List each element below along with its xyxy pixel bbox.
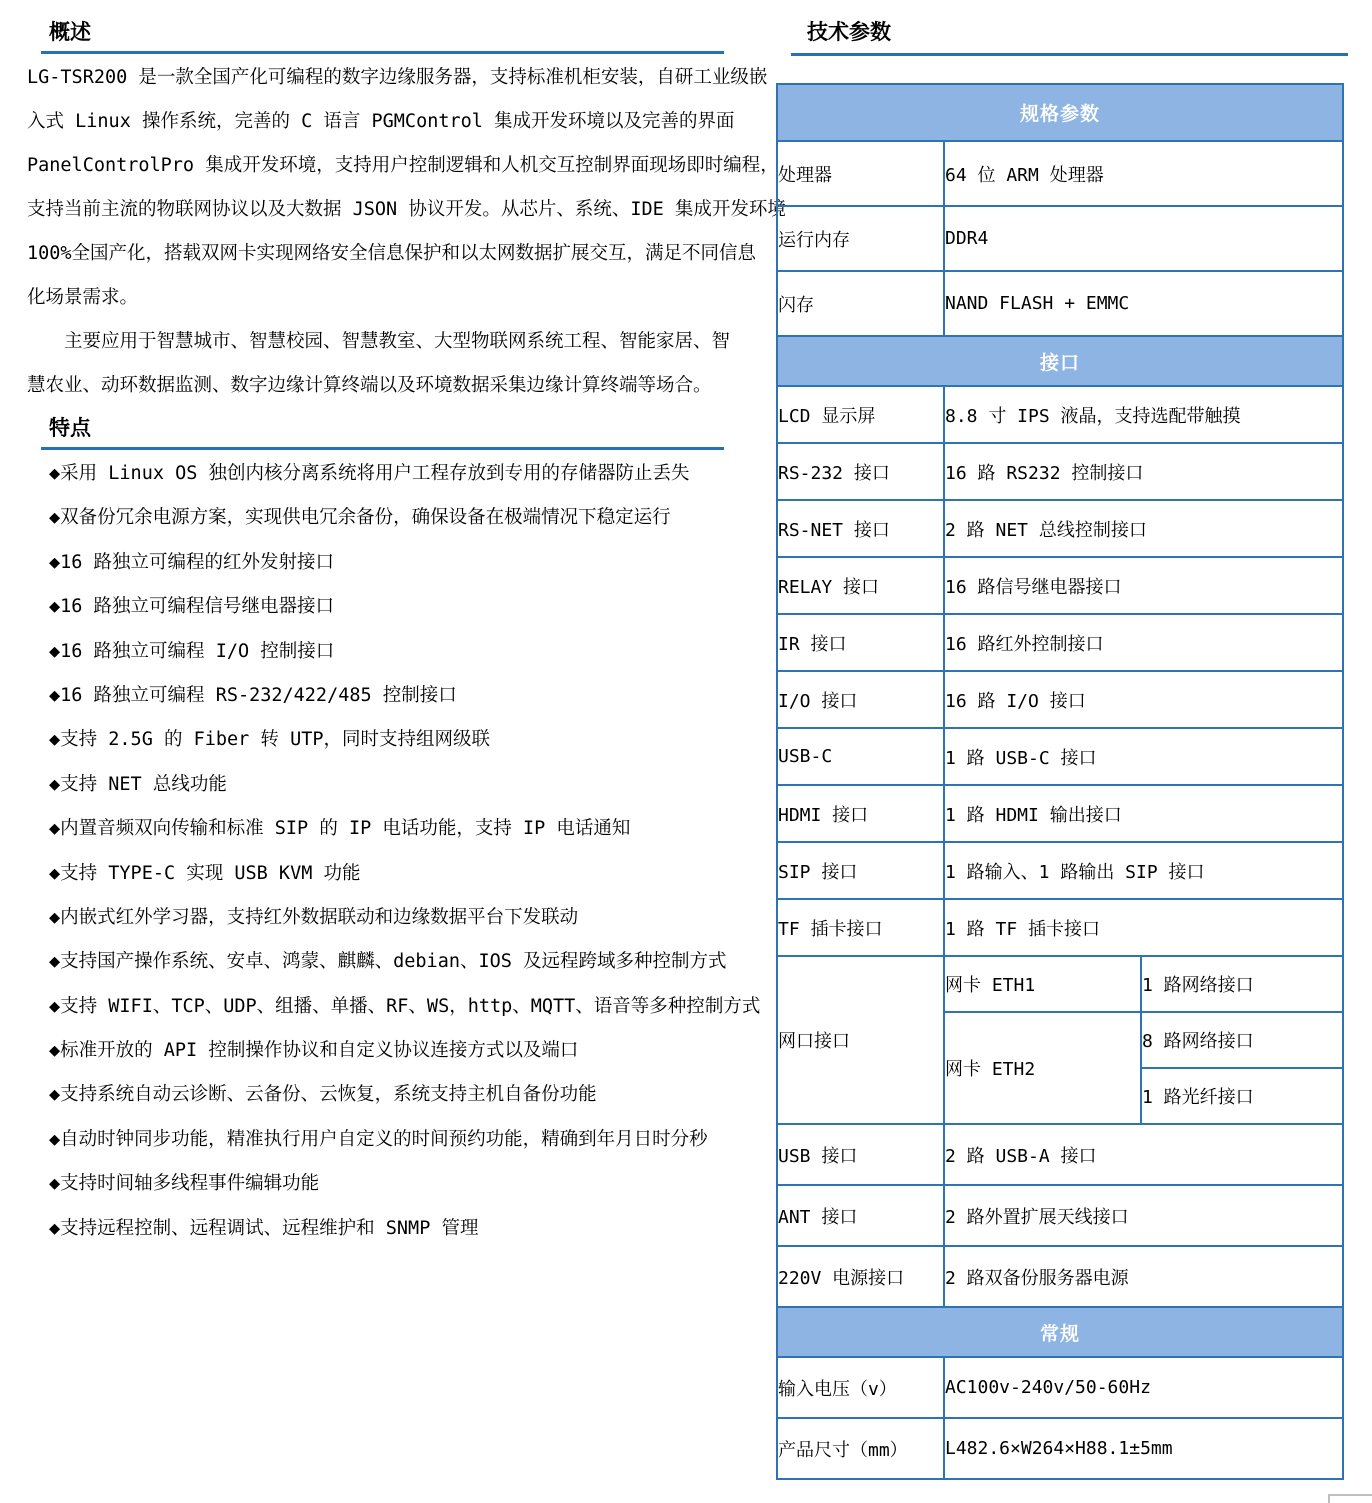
spec-row-value: 2 路 NET 总线控制接口 (944, 500, 1343, 557)
spec-table-row (777, 785, 1343, 842)
spec-row-value: 1 路 HDMI 输出接口 (944, 785, 1343, 842)
overview-heading: 概述 (49, 20, 91, 44)
spec-table-row (777, 842, 1343, 899)
spec-row-label: LCD 显示屏 (777, 386, 944, 443)
spec-row-value: 2 路 USB-A 接口 (944, 1124, 1343, 1185)
hardware-rows (777, 141, 1343, 336)
network-eth1-value: 1 路网络接口 (1141, 956, 1343, 1012)
spec-table-row (777, 1357, 1343, 1418)
interface-rows (777, 386, 1343, 956)
spec-row-label: ANT 接口 (777, 1185, 944, 1246)
feature-list (27, 452, 761, 1251)
spec-row-value: 1 路 USB-C 接口 (944, 728, 1343, 785)
spec-row-label: RS-232 接口 (777, 443, 944, 500)
band-spec-label: 规格参数 (777, 84, 1343, 141)
spec-row-label: I/O 接口 (777, 671, 944, 728)
spec-table-row (777, 899, 1343, 956)
spec-table-row (777, 1418, 1343, 1479)
spec-row-label: 220V 电源接口 (777, 1246, 944, 1307)
feature-item: ◆双备份冗余电源方案，实现供电冗余备份，确保设备在极端情况下稳定运行 (49, 507, 671, 529)
spec-table-row (777, 141, 1343, 206)
feature-item: ◆内嵌式红外学习器，支持红外数据联动和边缘数据平台下发联动 (49, 906, 579, 928)
feature-item: ◆支持系统自动云诊断、云备份、云恢复，系统支持主机自备份功能 (49, 1084, 597, 1106)
overview-section (27, 16, 786, 408)
spec-row-label: RS-NET 接口 (777, 500, 944, 557)
network-row-eth1 (777, 956, 1343, 1012)
spec-row-value: 1 路输入、1 路输出 SIP 接口 (944, 842, 1343, 899)
spec-row-value: 2 路外置扩展天线接口 (944, 1185, 1343, 1246)
spec-row-value: DDR4 (944, 206, 1343, 271)
network-label: 网口接口 (777, 956, 944, 1124)
spec-row-label: TF 插卡接口 (777, 899, 944, 956)
feature-item: ◆16 路独立可编程的红外发射接口 (49, 551, 335, 573)
spec-row-label: USB 接口 (777, 1124, 944, 1185)
spec-table-row (777, 671, 1343, 728)
network-eth1-label: 网卡 ETH1 (944, 956, 1141, 1012)
spec-row-label: USB-C (777, 728, 944, 785)
features-section (27, 412, 761, 1251)
band-general (777, 1307, 1343, 1357)
spec-table-row (777, 206, 1343, 271)
spec-row-label: 处理器 (777, 141, 944, 206)
paragraph-line: 主要应用于智慧城市、智慧校园、智慧教室、大型物联网系统工程、智能家居、智 (27, 331, 731, 352)
spec-row-value: 8.8 寸 IPS 液晶，支持选配带触摸 (944, 386, 1343, 443)
feature-item: ◆支持 WIFI、TCP、UDP、组播、单播、RF、WS，http、MQTT、语音等多种控制方式 (49, 995, 761, 1017)
feature-item: ◆支持远程控制、远程调试、远程维护和 SNMP 管理 (49, 1217, 479, 1239)
spec-row-label: IR 接口 (777, 614, 944, 671)
band-general-label: 常规 (777, 1307, 1343, 1357)
spec-row-label: SIP 接口 (777, 842, 944, 899)
overview-heading-rule (41, 51, 724, 54)
feature-item: ◆支持国产操作系统、安卓、鸿蒙、麒麟、debian、IOS 及远程跨域多种控制方式 (49, 951, 727, 973)
spec-row-label: RELAY 接口 (777, 557, 944, 614)
spec-row-value: 2 路双备份服务器电源 (944, 1246, 1343, 1307)
specs-heading-rule (791, 53, 1348, 56)
features-heading: 特点 (49, 416, 91, 440)
feature-item: ◆支持时间轴多线程事件编辑功能 (49, 1173, 320, 1195)
network-eth2-label: 网卡 ETH2 (944, 1012, 1141, 1124)
band-row (777, 1307, 1343, 1357)
paragraph-line: LG-TSR200 是一款全国产化可编程的数字边缘服务器，支持标准机柜安装，自研工业级嵌 (27, 67, 768, 88)
page-corner-mark (1328, 1494, 1372, 1503)
spec-table-row (777, 1124, 1343, 1185)
spec-row-label: HDMI 接口 (777, 785, 944, 842)
feature-item: ◆内置音频双向传输和标准 SIP 的 IP 电话功能，支持 IP 电话通知 (49, 818, 631, 840)
spec-row-value: 16 路 RS232 控制接口 (944, 443, 1343, 500)
spec-table-row (777, 557, 1343, 614)
feature-item: ◆自动时钟同步功能，精准执行用户自定义的时间预约功能，精确到年月日时分秒 (49, 1128, 708, 1150)
spec-row-value: NAND FLASH + EMMC (944, 271, 1343, 336)
paragraph-line: PanelControlPro 集成开发环境，支持用户控制逻辑和人机交互控制界面现场即时编程， (27, 155, 779, 176)
specs-title-section (791, 16, 1348, 56)
spec-row-label: 闪存 (777, 271, 944, 336)
band-interface (777, 336, 1343, 386)
feature-item: ◆支持 2.5G 的 Fiber 转 UTP，同时支持组网级联 (49, 729, 490, 751)
spec-table-row (777, 614, 1343, 671)
feature-item: ◆16 路独立可编程 I/O 控制接口 (49, 640, 335, 662)
spec-row-value: 16 路红外控制接口 (944, 614, 1343, 671)
spec-table-row (777, 443, 1343, 500)
spec-row-label: 运行内存 (777, 206, 944, 271)
feature-item: ◆采用 Linux OS 独创内核分离系统将用户工程存放到专用的存储器防止丢失 (49, 463, 690, 484)
spec-row-value: AC100v-240v/50-60Hz (944, 1357, 1343, 1418)
network-rows (777, 956, 1343, 1124)
spec-row-value: 16 路 I/O 接口 (944, 671, 1343, 728)
spec-table-row (777, 1185, 1343, 1246)
spec-row-value: 64 位 ARM 处理器 (944, 141, 1343, 206)
feature-item: ◆支持 NET 总线功能 (49, 773, 227, 795)
band-row (777, 84, 1343, 141)
spec-table-row (777, 728, 1343, 785)
feature-item: ◆16 路独立可编程信号继电器接口 (49, 596, 335, 618)
spec-row-value: 1 路 TF 插卡接口 (944, 899, 1343, 956)
band-spec (777, 84, 1343, 141)
feature-item: ◆16 路独立可编程 RS-232/422/485 控制接口 (49, 684, 457, 706)
spec-table (776, 83, 1344, 1480)
network-eth2-value-2: 1 路光纤接口 (1141, 1068, 1343, 1124)
paragraph-line: 100%全国产化，搭载双网卡实现网络安全信息保护和以太网数据扩展交互，满足不同信息 (27, 243, 757, 264)
feature-item: ◆支持 TYPE-C 实现 USB KVM 功能 (49, 862, 361, 884)
feature-item: ◆标准开放的 API 控制操作协议和自定义协议连接方式以及端口 (49, 1040, 579, 1062)
spec-table-row (777, 500, 1343, 557)
general-rows (777, 1357, 1343, 1479)
paragraph-line: 入式 Linux 操作系统，完善的 C 语言 PGMControl 集成开发环境以及完善的界面 (27, 111, 735, 132)
specs-heading: 技术参数 (807, 20, 891, 44)
band-interface-label: 接口 (777, 336, 1343, 386)
paragraph-line: 支持当前主流的物联网协议以及大数据 JSON 协议开发。从芯片、系统、IDE 集成开发环境 (27, 199, 786, 220)
spec-row-label: 输入电压（v） (777, 1357, 944, 1418)
paragraph-line: 化场景需求。 (27, 287, 139, 308)
overview-paragraph (27, 56, 786, 408)
network-eth2-value-1: 8 路网络接口 (1141, 1012, 1343, 1068)
spec-row-value: 16 路信号继电器接口 (944, 557, 1343, 614)
paragraph-line: 慧农业、动环数据监测、数字边缘计算终端以及环境数据采集边缘计算终端等场合。 (27, 375, 712, 396)
spec-table-row (777, 1246, 1343, 1307)
spec-row-label: 产品尺寸（mm） (777, 1418, 944, 1479)
spec-table-row (777, 271, 1343, 336)
spec-table-row (777, 386, 1343, 443)
interface-rows-2 (777, 1124, 1343, 1307)
features-heading-rule (41, 447, 724, 450)
band-row (777, 336, 1343, 386)
spec-row-value: L482.6×W264×H88.1±5mm (944, 1418, 1343, 1479)
